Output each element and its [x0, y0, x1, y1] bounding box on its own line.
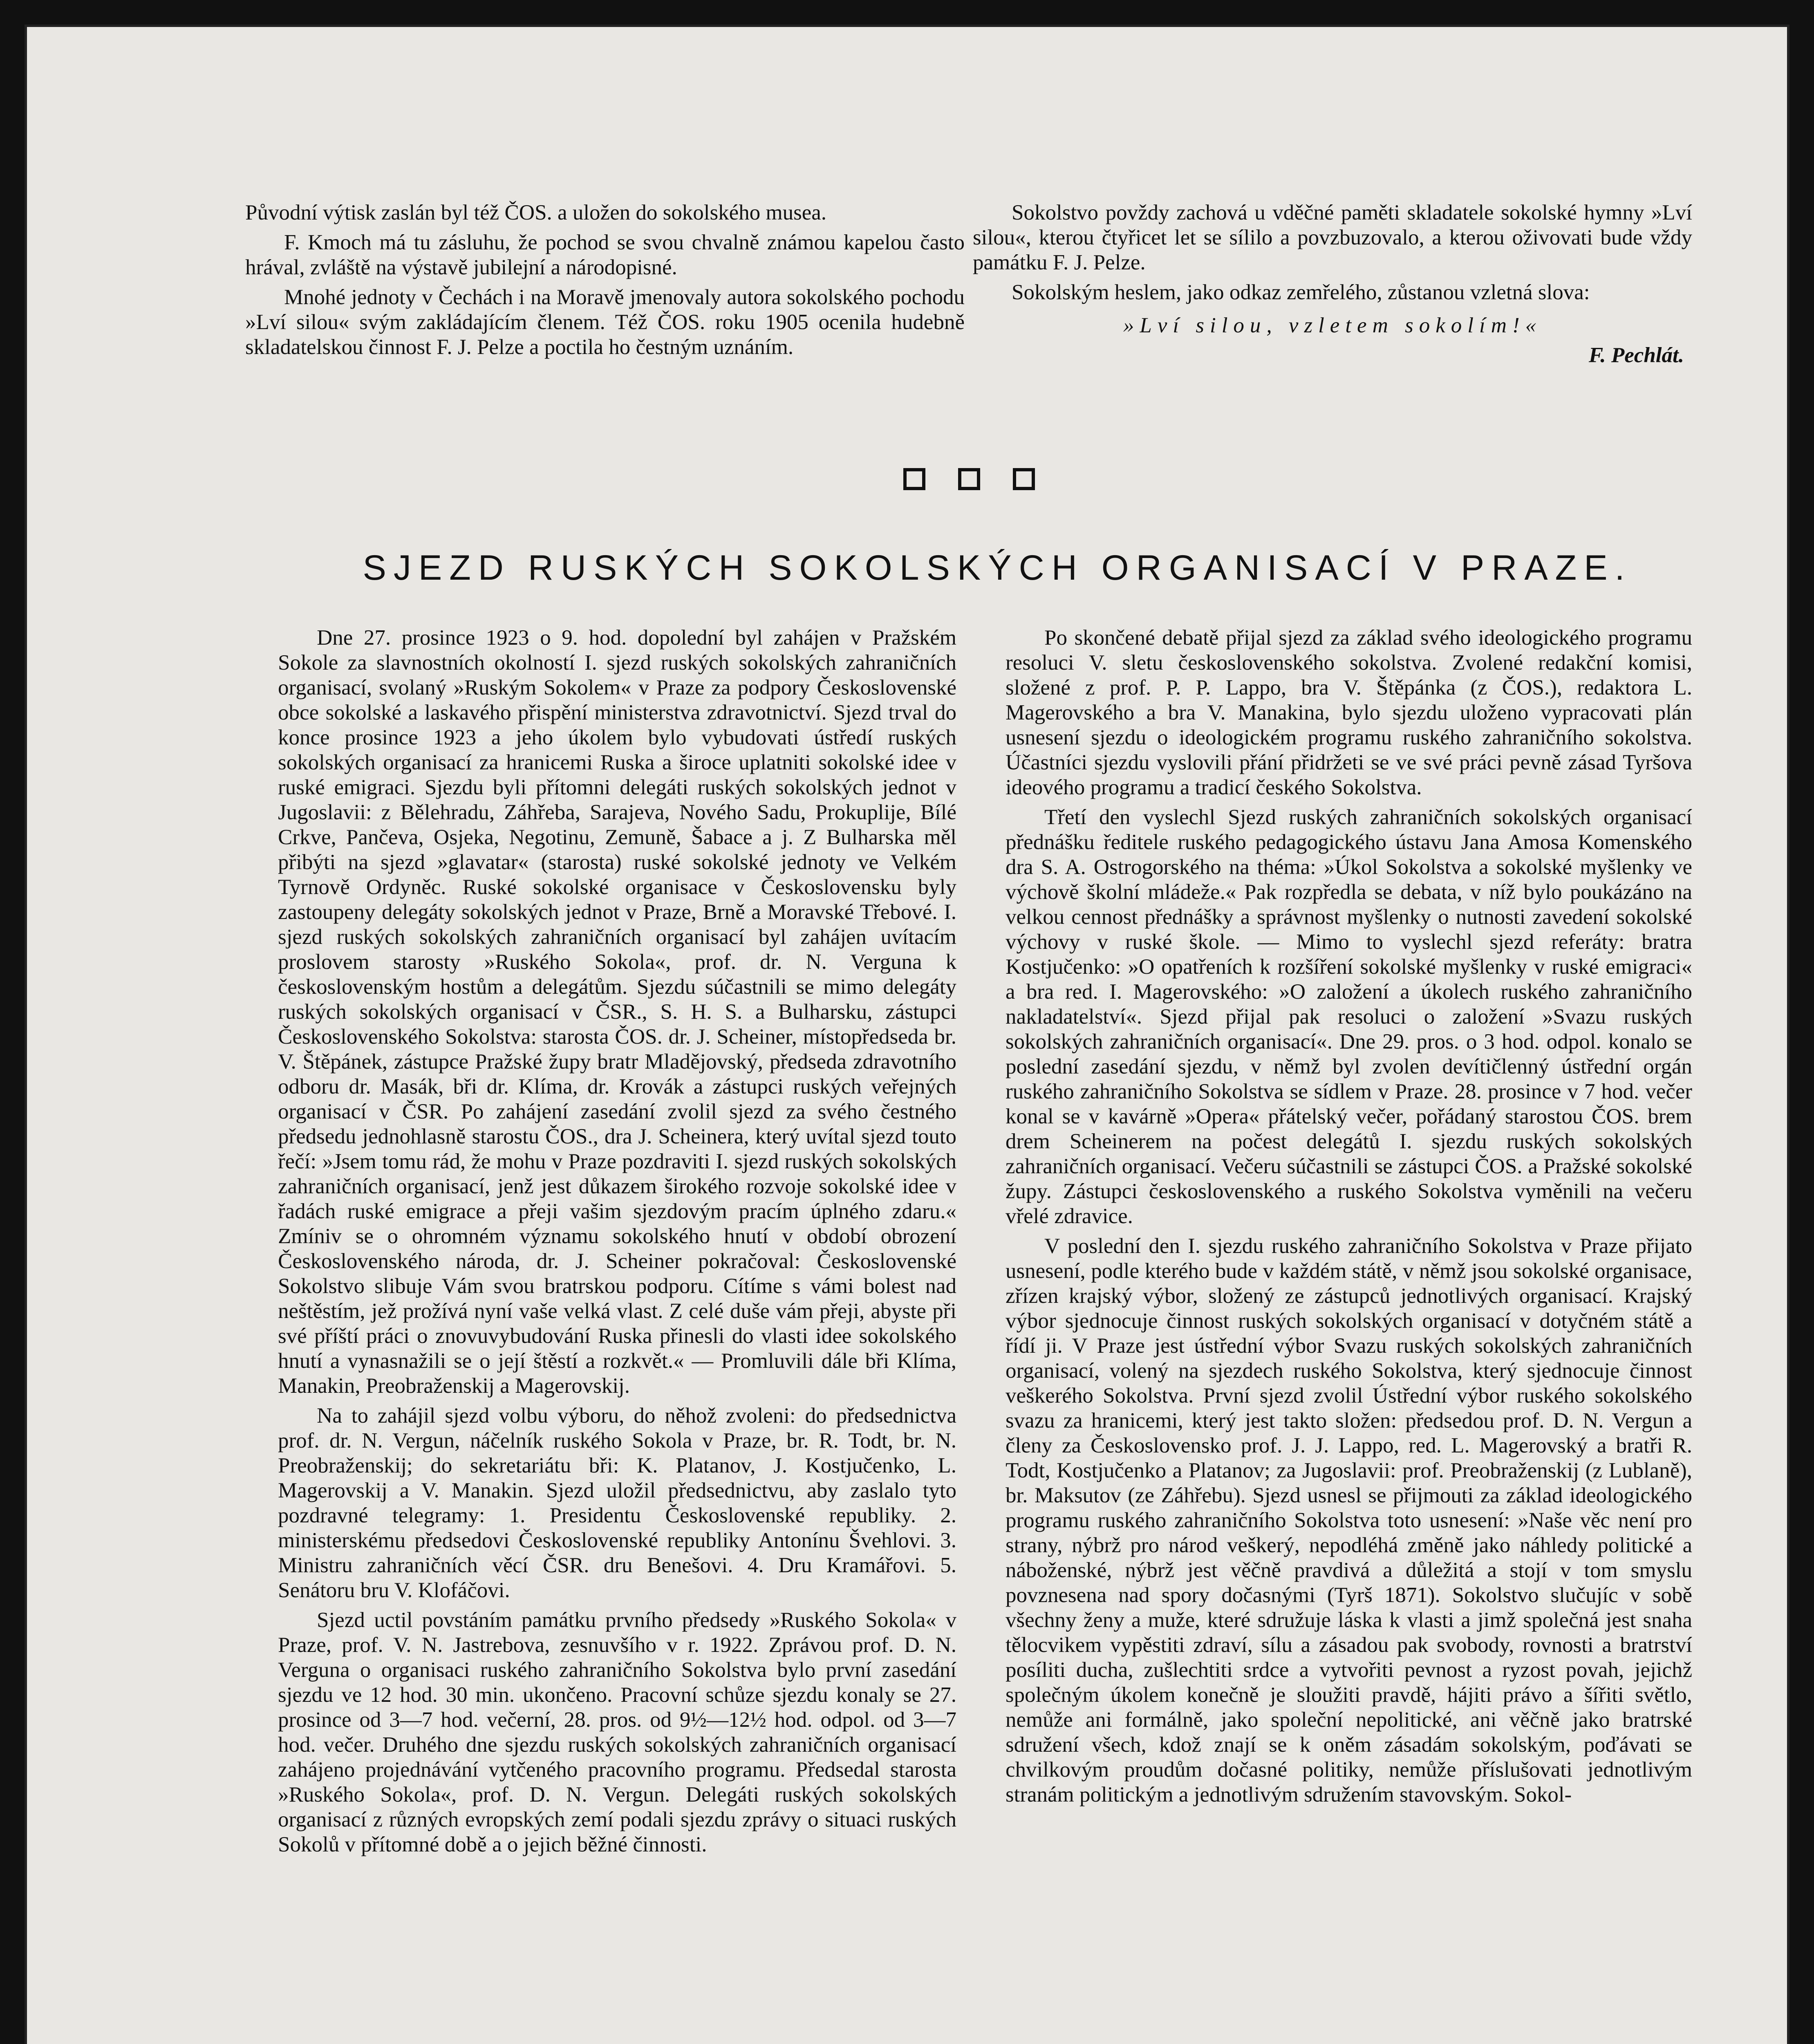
- paragraph: Sokolským heslem, jako odkaz zemřelého, zůstanou vzletná slova:: [1012, 280, 1590, 304]
- bleedthrough-mark: [948, 65, 1144, 110]
- paragraph: Po skončené debatě přijal sjezd za základ svého ideologického programu resoluci V. sletu československého sokolstva. Zvolené redakční komisi, složené z prof. P. P. Lappo, bra V. Štěpánka (z ČOS.), redaktora L. Magerovského a bra V. Manakina, bylo sjezdu uloženo vypracovati plán usnesení sjezdu o ideologickém programu ruského zahraničního sokolstva. Účastníci sjezdu vyslovili přání přidržeti se ve své práci pevně zásad Tyršova ideového programu a tradicí českého Sokolstva.: [1006, 626, 1692, 799]
- paragraph: Na to zahájil sjezd volbu výboru, do něhož zvoleni: do předsednictva prof. dr. N. Vergun, náčelník ruského Sokola v Praze, br. R. Todt, br. N. Preobraženskij; do sekretariátu bři: K. Platanov, J. Kostjučenko, L. Magerovskij a V. Manakin. Sjezd uložil předsednictvu, aby zaslalo tyto pozdravné telegramy: 1. Presidentu Československé republiky. 2. ministerskému předsedovi Československé republiky Antonínu Švehlovi. 3. Ministru zahraničních věcí ČSR. dru Benešovi. 4. Dru Kramářovi. 5. Senátoru bru V. Klofáčovi.: [278, 1404, 956, 1602]
- section-divider: [903, 468, 1035, 490]
- square-ornament-icon: [1013, 468, 1035, 490]
- paragraph: Sokolstvo povždy zachová u vděčné paměti skladatele sokolské hymny »Lví silou«, kterou čtyřicet let se sílilo a povzbuzovalo, a kterou oživovati bude vždy památku F. J. Pelze.: [973, 201, 1692, 274]
- motto: »Lví silou, vzletem sokolím!«: [1123, 314, 1542, 337]
- paragraph: Třetí den vyslechl Sjezd ruských zahraničních sokolských organisací přednášku ředitele ruského pedagogického ústavu Jana Amosa Komenského dra S. A. Ostrogorského na théma: »Úkol Sokolstva a sokolské myšlenky ve výchově školní mládeže.« Pak rozpředla se debata, v níž bylo poukázáno na velkou cennost přednášky a správnost myšlenky o nutnosti zavedení sokolské výchovy v ruské škole. — Mimo to vyslechl sjezd referáty: bratra Kostjučenko: »O opatřeních k rozšíření sokolské myšlenky v ruské emigraci« a bra red. I. Magerovského: »O založení a úkolech ruského zahraničního nakladatelství«. Sjezd přijal pak resoluci o založení »Svazu ruských sokolských zahraničních organisací«. Dne 29. pros. o 3 hod. odpol. konalo se poslední zasedání sjezdu, v němž byl zvolen devítičlenný ústřední orgán ruského zahraničního Sokolstva se sídlem v Praze. 28. prosince v 7 hod. večer konal se v kavárně »Opera« přátelský večer, pořádaný starostou ČOS. brem drem Scheinerem na počest delegátů I. sjezdu ruských sokolských zahraničních organisací. Večeru súčastnili se zástupci ČOS. a Pražské sokolské župy. Zástupci československého a ruského Sokolstva vyměnili na večeru vřelé zdravice.: [1006, 805, 1692, 1228]
- article-left-column: [278, 625, 956, 1862]
- top-left-column: [245, 200, 965, 365]
- paragraph: Mnohé jednoty v Čechách i na Moravě jmenovaly autora sokolského pochodu »Lví silou« svým zakládajícím členem. Též ČOS. roku 1905 ocenila hudebně skladatelskou činnost F. J. Pelze a poctila ho čestným uznáním.: [245, 285, 965, 359]
- page: [25, 25, 1789, 2044]
- square-ornament-icon: [903, 468, 925, 490]
- paragraph: Původní výtisk zaslán byl též ČOS. a uložen do sokolského musea.: [245, 201, 826, 224]
- paragraph: Dne 27. prosince 1923 o 9. hod. dopolední byl zahájen v Pražském Sokole za slavnostních okolností I. sjezd ruských sokolských zahraničních organisací, svolaný »Ruským Sokolem« v Praze za podpory Československé obce sokolské a laskavého přispění ministerstva zdravotnictví. Sjezd trval do konce prosince 1923 a jeho úkolem bylo vybudovati ústředí ruských sokolských organisací za hranicemi Ruska a široce uplatniti sokolské idee v ruské emigraci. Sjezdu byli přítomni delegáti ruských sokolských jednot v Jugoslavii: z Bělehradu, Záhřeba, Sarajeva, Nového Sadu, Prokuplije, Bílé Crkve, Pančeva, Osjeka, Negotinu, Zemuně, Šabace a j. Z Bulharska měl přibýti na sjezd »glavatar« (starosta) ruské sokolské jednoty ve Velkém Tyrnově Ordyněc. Ruské sokolské organisace v Československu byly zastoupeny delegáty sokolských jednot v Praze, Brně a Moravské Třebové. I. sjezd ruských sokolských zahraničních organisací byl zahájen uvítacím proslovem starosty »Ruského Sokola«, prof. dr. N. Verguna k československým hostům a delegátům. Sjezdu súčastnili se mimo delegáty ruských sokolských organisací v ČSR., S. H. S. a Bulharsku, zástupci Československého Sokolstva: starosta ČOS. dr. J. Scheiner, místopředseda br. V. Štěpánek, zástupce Pražské župy bratr Mladějovský, předseda zdravotního odboru dr. Masák, bři dr. Klíma, dr. Krovák a zástupci ruských veřejných organisací v ČSR. Po zahájení zasedání zvolil sjezd za svého čestného předsedu jednohlasně starostu ČOS., dra J. Scheinera, který uvítal sjezd touto řečí: »Jsem tomu rád, že mohu v Praze pozdraviti I. sjezd ruských sokolských zahraničních organisací, jenž jest důkazem širokého rozvoje sokolské idee v řadách ruské emigrace a přeji vašim sjezdovým pracím úplného zdaru.« Zmíniv se o ohromném významu sokolského hnutí v období obrození Československého národa, dr. J. Scheiner pokračoval: Československé Sokolstvo slibuje Vám svou bratrskou podporu. Cítíme s vámi bolest nad neštěstím, jež prožívá nyní vaše velká vlast. Z celé duše vám přeji, abyste při své příští práci o znovuvybudování Ruska přinesli do vlasti idee sokolského hnutí a vynasnažili se o její štěstí a rozkvět.« — Promluvili dále bři Klíma, Manakin, Preobraženskij a Magerovskij.: [278, 626, 956, 1398]
- article-right-column: [1006, 625, 1692, 1812]
- paragraph: V poslední den I. sjezdu ruského zahraničního Sokolstva v Praze přijato usnesení, podle kterého bude v každém státě, v němž jsou sokolské organisace, zřízen krajský výbor, složený ze zástupců jednotlivých organisací. Krajský výbor sjednocuje činnost ruských sokolských organisací v dotyčném státě a řídí ji. V Praze jest ústřední výbor Svazu ruských sokolských zahraničních organisací, volený na sjezdech ruského Sokolstva, který sjednocuje činnost veškerého Sokolstva. První sjezd zvolil Ústřední výbor ruského sokolského svazu za hranicemi, který jest takto složen: předsedou prof. D. N. Vergun a členy za Československo prof. J. J. Lappo, red. L. Magerovský a bratři R. Todt, Kostjučenko a Platanov; za Jugoslavii: prof. Preobraženskij (z Lublaně), br. Maksutov (ze Záhřebu). Sjezd usnesl se přijmouti za základ ideologického programu ruského zahraničního Sokolstva toto usnesení: »Naše věc není pro strany, nýbrž pro národ veškerý, nepodléhá změně jako náhledy politické a náboženské, nýbrž jest věčně pravdivá a důležitá a stojí v tom smyslu povznesena nad spory dočasnými (Tyrš 1871). Sokolstvo slučujíc v sobě všechny ženy a muže, které sdružuje láska k vlasti a jimž společná jest snaha tělocvikem vypěstiti zdraví, sílu a zásadou pak svobody, rovnosti a bratrství posíliti ducha, zušlechtiti srdce a vytvořiti pevnost a ryzost povah, jejichž společným úkolem konečně je sloužiti pravdě, hájiti právo a šířiti světlo, nemůže ani formálně, jako společní nepolitické, ani věčně jako bratrské sdružení všech, kdož znají se k oněm zásadám sokolským, poďávati se chvilkovým proudům dočasné politiky, nemůže příslušovati jednotlivým stranám politickým a jednotlivým sdružením stavovským. Sokol-: [1006, 1234, 1692, 1806]
- square-ornament-icon: [958, 468, 980, 490]
- author-signature: F. Pechlát.: [1588, 343, 1684, 367]
- paragraph: Sjezd uctil povstáním památku prvního předsedy »Ruského Sokola« v Praze, prof. V. N. Jastrebova, zesnuvšího v r. 1922. Zprávou prof. D. N. Verguna o organisaci ruského zahraničního Sokolstva bylo první zasedání sjezdu ve 12 hod. 30 min. ukončeno. Pracovní schůze sjezdu konaly se 27. prosince od 3—7 hod. večerní, 28. pros. od 9½—12½ hod. odpol. od 3—7 hod. večer. Druhého dne sjezdu ruských sokolských zahraničních organisací zahájeno projednávání vytčeného pracovního programu. Předsedal starosta »Ruského Sokola«, prof. D. N. Vergun. Delegáti ruských sokolských organisací z různých evropských zemí podali sjezdu zprávy o situaci ruských Sokolů v přítomné době a o jejich běžné činnosti.: [278, 1608, 956, 1856]
- top-right-column: [973, 200, 1692, 373]
- article-heading: SJEZD RUSKÝCH SOKOLSKÝCH ORGANISACÍ V PRAZE.: [363, 548, 1632, 587]
- paragraph: F. Kmoch má tu zásluhu, že pochod se svou chvalně známou kapelou často hrával, zvláště na výstavě jubilejní a národopisné.: [245, 231, 965, 279]
